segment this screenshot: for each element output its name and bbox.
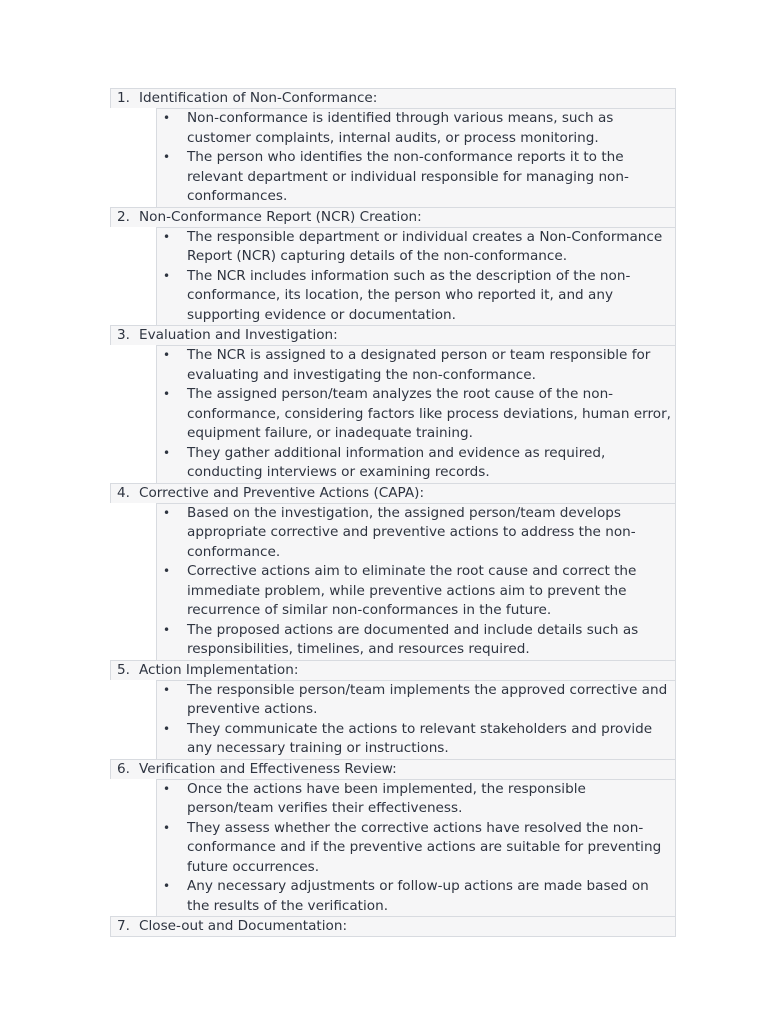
step-bullet: • The responsible person/team implements the approved corrective and preventive actions. xyxy=(187,681,675,720)
step-title: Verification and Effectiveness Review: xyxy=(139,760,397,777)
step-bullet: • The assigned person/team analyzes the root cause of the non-conformance, considering factors like process deviations, human error, equipment failure, or inadequate training. xyxy=(187,385,675,444)
step-bullet: • They communicate the actions to relevant stakeholders and provide any necessary training or instructions. xyxy=(187,720,675,759)
step-number: 1. xyxy=(117,90,130,106)
step-bullet-list xyxy=(156,680,676,759)
step-bullet-list xyxy=(156,227,676,326)
step-number: 4. xyxy=(117,484,130,501)
step-bullet-list xyxy=(156,503,676,660)
step-bullet: • Non-conformance is identified through various means, such as customer complaints, internal audits, or process monitoring. xyxy=(187,109,675,148)
step-bullet: • Corrective actions aim to eliminate the root cause and correct the immediate problem, while preventive actions aim to prevent the recurrence of similar non-conformances in the future. xyxy=(187,562,675,621)
step-heading xyxy=(110,483,676,503)
step-heading xyxy=(110,759,676,779)
step-heading xyxy=(110,325,676,345)
process-step xyxy=(110,660,676,759)
step-heading xyxy=(110,207,676,227)
step-bullet: • Any necessary adjustments or follow-up actions are made based on the results of the verification. xyxy=(187,877,675,916)
process-step xyxy=(110,759,676,917)
step-number: 3. xyxy=(117,327,130,343)
process-step xyxy=(110,916,676,936)
step-title: Evaluation and Investigation: xyxy=(139,327,338,343)
process-step xyxy=(110,483,676,660)
step-bullet: • Once the actions have been implemented, the responsible person/team verifies their effectiveness. xyxy=(187,780,675,819)
step-number: 7. xyxy=(117,918,130,934)
step-bullet: • They gather additional information and evidence as required, conducting interviews or examining records. xyxy=(187,444,675,483)
process-step xyxy=(110,207,676,326)
list-bottom-border xyxy=(110,936,676,937)
step-bullet: • The NCR includes information such as the description of the non-conformance, its location, the person who reported it, and any supporting evidence or documentation. xyxy=(187,267,675,326)
step-bullet: • The proposed actions are documented and include details such as responsibilities, timelines, and resources required. xyxy=(187,621,675,660)
step-bullet: • The NCR is assigned to a designated person or team responsible for evaluating and investigating the non-conformance. xyxy=(187,346,675,385)
step-bullet: • The responsible department or individual creates a Non-Conformance Report (NCR) capturing details of the non-conformance. xyxy=(187,228,675,267)
step-title: Non-Conformance Report (NCR) Creation: xyxy=(139,208,422,225)
step-bullet: • They assess whether the corrective actions have resolved the non-conformance and if the preventive actions are suitable for preventing future occurrences. xyxy=(187,819,675,878)
process-step xyxy=(110,325,676,483)
step-heading xyxy=(110,88,676,108)
step-title: Identification of Non-Conformance: xyxy=(139,90,378,106)
step-bullet-list xyxy=(156,779,676,917)
step-heading xyxy=(110,916,676,936)
step-bullet-list xyxy=(156,108,676,207)
step-title: Close-out and Documentation: xyxy=(139,918,348,934)
step-bullet-list xyxy=(156,345,676,483)
step-number: 2. xyxy=(117,208,130,225)
step-number: 5. xyxy=(117,661,130,678)
step-title: Corrective and Preventive Actions (CAPA): xyxy=(139,484,425,501)
process-step xyxy=(110,88,676,207)
step-bullet: • Based on the investigation, the assigned person/team develops appropriate corrective and preventive actions to address the non-conformance. xyxy=(187,504,675,563)
ncr-process-list xyxy=(110,88,676,937)
step-bullet: • The person who identifies the non-conformance reports it to the relevant department or individual responsible for managing non-conformances. xyxy=(187,148,675,207)
step-title: Action Implementation: xyxy=(139,661,299,678)
step-heading xyxy=(110,660,676,680)
step-number: 6. xyxy=(117,760,130,777)
